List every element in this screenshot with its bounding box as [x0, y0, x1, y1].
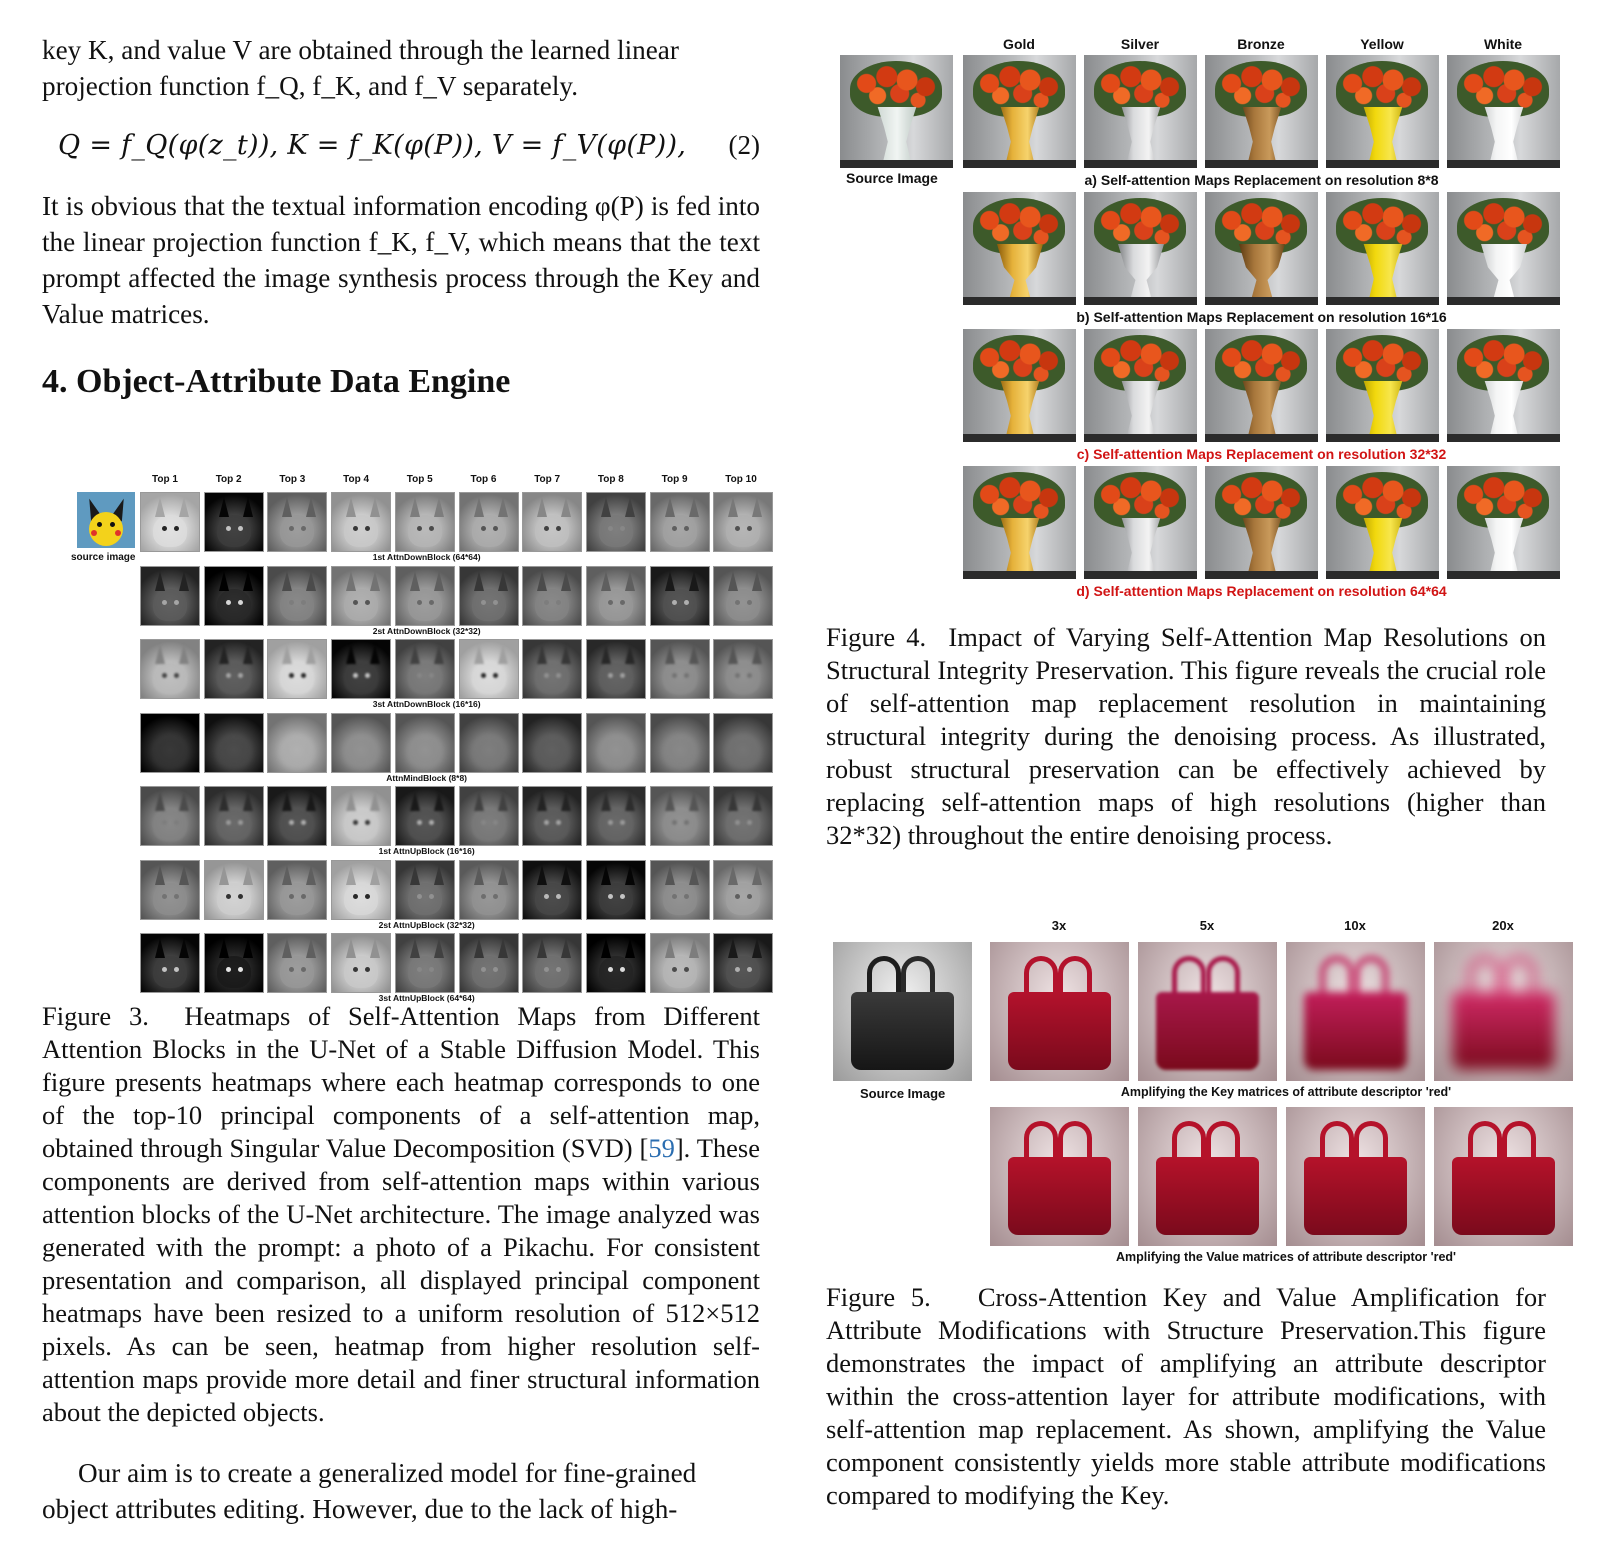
heatmap-tile	[459, 566, 519, 626]
column-header: White	[1483, 36, 1523, 52]
paragraph-aim	[42, 1455, 760, 1527]
bag-image	[1138, 942, 1277, 1081]
column-header: Top 5	[406, 474, 433, 485]
vase-image	[1326, 55, 1439, 168]
row-label: 3st AttnDownBlock (16*16)	[372, 699, 481, 709]
heatmap-tile	[267, 566, 327, 626]
text-line: key K, and value V are obtained through the learned linear	[42, 35, 679, 65]
column-header: Silver	[1120, 36, 1160, 52]
heatmap-tile	[586, 492, 646, 552]
heatmap-tile	[140, 786, 200, 846]
vase-image	[1084, 55, 1197, 168]
heatmap-tile	[650, 566, 710, 626]
heatmap-tile	[331, 566, 391, 626]
column-header: Bronze	[1237, 36, 1285, 52]
heatmap-tile	[395, 933, 455, 993]
caption-prefix: Figure 5.	[826, 1282, 931, 1312]
row-label: 2st AttnDownBlock (32*32)	[372, 625, 481, 636]
heatmap-tile	[331, 639, 391, 699]
column-header: Top 4	[343, 474, 370, 485]
source-image-label: Source Image	[860, 1086, 946, 1101]
heatmap-tile	[140, 639, 200, 699]
heatmap-tile	[395, 860, 455, 920]
figure-3-caption	[42, 1000, 760, 1429]
vase-image	[1205, 55, 1318, 168]
column-header: Top 3	[279, 474, 306, 485]
heatmap-tile	[459, 860, 519, 920]
pikachu-source-image	[77, 492, 135, 548]
vase-image	[963, 55, 1076, 168]
heatmap-tile	[713, 933, 773, 993]
vase-image	[1084, 329, 1197, 442]
heatmap-tile	[522, 860, 582, 920]
heatmap-tile	[331, 933, 391, 993]
heatmap-tile	[267, 713, 327, 773]
bag-source-image	[833, 942, 972, 1081]
equation-number: (2)	[728, 130, 760, 160]
heatmap-tile	[713, 786, 773, 846]
caption-text-continued: ]. These components are derived from self-attention maps within various attention blocks of the U-Net architecture. The image analyzed was generated with the prompt: a photo of a Pikachu. For consistent presentation and comparison, all displayed principal component heatmaps have been resized to a uniform resolution of 512×512 pixels. As can be seen, heatmap from higher resolution self-attention maps provide more detail and finer structural information about the depicted objects.	[42, 1133, 760, 1427]
figure-4-vase-grid	[826, 32, 1546, 604]
row-label: 2st AttnUpBlock (32*32)	[378, 919, 475, 930]
heatmap-tile	[204, 860, 264, 920]
heatmap-tile	[650, 933, 710, 993]
heatmap-tile	[140, 713, 200, 773]
caption-prefix: Figure 3.	[42, 1001, 149, 1031]
bag-image	[990, 1107, 1129, 1246]
vase-image	[1447, 329, 1560, 442]
heatmap-tile	[331, 713, 391, 773]
heatmap-tile	[650, 639, 710, 699]
text-line: projection function f_Q, f_K, and f_V separately.	[42, 71, 579, 101]
column-header: Top 1	[152, 474, 178, 485]
heatmap-tile	[395, 566, 455, 626]
heatmap-tile	[204, 713, 264, 773]
source-image-label: source image	[71, 552, 136, 563]
heatmap-tile	[522, 933, 582, 993]
vase-image	[1447, 466, 1560, 579]
row-label: d) Self-attention Maps Replacement on resolution 64*64	[1076, 583, 1447, 599]
vase-image	[1326, 466, 1439, 579]
caption-text: Heatmaps of Self-Attention Maps from Different Attention Blocks in the U-Net of a Stable Diffusion Model. This figure presents heatmaps where each heatmap corresponds to one of the top-10 principal components of a self-attention map, obtained through Singular Value Decomposition (SVD) [	[42, 1001, 760, 1163]
vase-source-image	[840, 55, 953, 168]
bag-image	[1286, 1107, 1425, 1246]
heatmap-tile	[395, 786, 455, 846]
heatmap-tile	[204, 492, 264, 552]
vase-image	[1205, 329, 1318, 442]
figure-3-heatmaps	[70, 470, 760, 1003]
heatmap-tile	[459, 933, 519, 993]
heatmap-tile	[522, 639, 582, 699]
heatmap-tile	[204, 566, 264, 626]
column-header: 5x	[1199, 918, 1215, 933]
vase-image	[1084, 192, 1197, 305]
bag-image	[1138, 1107, 1277, 1246]
heatmap-tile	[586, 639, 646, 699]
heatmap-tile	[650, 860, 710, 920]
heatmap-tile	[140, 933, 200, 993]
vase-image	[1447, 55, 1560, 168]
caption-text: Cross-Attention Key and Value Amplification for Attribute Modifications with Structure Preservation.This figure demonstrates the impact of amplifying an attribute descriptor within the cross-attention layer for attribute modifications, with self-attention map replacement. As shown, amplifying the Value component consistently yields more stable attribute modifications compared to modifying the Key.	[826, 1282, 1547, 1510]
column-header: 20x	[1492, 918, 1514, 933]
row-label: AttnMindBlock (8*8)	[386, 772, 468, 783]
heatmap-tile	[267, 786, 327, 846]
figure-5-caption	[826, 1281, 1546, 1512]
column-header: Top 6	[470, 474, 497, 485]
bag-image	[1434, 1107, 1573, 1246]
heatmap-tile	[459, 492, 519, 552]
row-label: 1st AttnUpBlock (16*16)	[378, 846, 475, 856]
column-header: Top 8	[597, 474, 624, 485]
vase-image	[1326, 192, 1439, 305]
column-header: Top 7	[534, 474, 561, 485]
vase-image	[1205, 192, 1318, 305]
heatmap-tile	[395, 713, 455, 773]
paragraph-key-value: It is obvious that the textual information encoding φ(P) is fed into the linear projection function f_K, f_V, which means that the text prompt affected the image synthesis process through the Key and Value matrices.	[42, 191, 760, 329]
heatmap-tile	[586, 713, 646, 773]
heatmap-tile	[713, 566, 773, 626]
heatmap-tile	[713, 639, 773, 699]
source-image-label: Source Image	[846, 170, 938, 186]
vase-image	[963, 329, 1076, 442]
heatmap-tile	[586, 860, 646, 920]
heatmap-tile	[331, 492, 391, 552]
heatmap-tile	[204, 786, 264, 846]
heatmap-tile	[650, 492, 710, 552]
vase-image	[963, 192, 1076, 305]
heatmap-tile	[331, 786, 391, 846]
equation-2	[58, 130, 760, 170]
heatmap-tile	[586, 566, 646, 626]
heatmap-tile	[395, 639, 455, 699]
text-line: Our aim is to create a generalized model for fine-grained	[78, 1458, 697, 1488]
column-header: 3x	[1051, 918, 1067, 933]
row-label: 1st AttnDownBlock (64*64)	[372, 552, 481, 562]
column-header: Top 9	[661, 474, 688, 485]
section-heading: 4. Object-Attribute Data Engine	[42, 363, 511, 400]
heatmap-tile	[204, 639, 264, 699]
heatmap-tile	[459, 713, 519, 773]
column-header: Top 10	[725, 474, 757, 485]
heatmap-tile	[267, 933, 327, 993]
heatmap-tile	[586, 933, 646, 993]
text-line: object attributes editing. However, due to the lack of high-	[42, 1494, 678, 1524]
figure-4-caption	[826, 621, 1546, 852]
row-label: c) Self-attention Maps Replacement on resolution 32*32	[1076, 446, 1447, 462]
heatmap-tile	[140, 492, 200, 552]
vase-image	[1326, 329, 1439, 442]
heatmap-tile	[522, 713, 582, 773]
caption-prefix: Figure 4.	[826, 622, 927, 652]
column-header: Top 2	[215, 474, 242, 485]
heatmap-tile	[522, 566, 582, 626]
equation-expression: Q = f_Q(φ(z_t)), K = f_K(φ(P)), V = f_V(φ(P)),	[58, 130, 687, 161]
vase-image	[1447, 192, 1560, 305]
row-label: b) Self-attention Maps Replacement on resolution 16*16	[1076, 309, 1447, 325]
column-header: 10x	[1344, 918, 1366, 933]
heatmap-tile	[713, 713, 773, 773]
heatmap-tile	[267, 860, 327, 920]
row-label: 3st AttnUpBlock (64*64)	[378, 993, 475, 1003]
heatmap-tile	[140, 566, 200, 626]
caption-text: Impact of Varying Self-Attention Map Resolutions on Structural Integrity Preservation. This figure reveals the crucial role of self-attention map replacement resolution in maintaining structural integrity during the denoising process. As illustrated, robust structural preservation can be effectively achieved by replacing self-attention maps of high resolutions (higher than 32*32) throughout the entire denoising process.	[826, 622, 1547, 850]
heatmap-tile	[522, 492, 582, 552]
citation-link[interactable]: 59	[648, 1133, 675, 1163]
row-label: Amplifying the Key matrices of attribute descriptor 'red'	[1120, 1085, 1452, 1099]
heatmap-tile	[650, 713, 710, 773]
column-header: Gold	[1003, 36, 1035, 52]
vase-image	[963, 466, 1076, 579]
heatmap-tile	[522, 786, 582, 846]
bag-image	[1434, 942, 1573, 1081]
vase-image	[1205, 466, 1318, 579]
heatmap-tile	[331, 860, 391, 920]
figure-5-bag-grid	[826, 912, 1546, 1262]
heatmap-tile	[586, 786, 646, 846]
heatmap-tile	[713, 492, 773, 552]
heatmap-tile	[140, 860, 200, 920]
paragraph-equation-intro	[42, 32, 760, 104]
heatmap-tile	[204, 933, 264, 993]
heatmap-tile	[713, 860, 773, 920]
heatmap-tile	[459, 639, 519, 699]
heatmap-tile	[395, 492, 455, 552]
row-label: Amplifying the Value matrices of attribute descriptor 'red'	[1115, 1250, 1457, 1264]
row-label: a) Self-attention Maps Replacement on resolution 8*8	[1084, 172, 1439, 188]
column-header: Yellow	[1360, 36, 1404, 52]
heatmap-tile	[459, 786, 519, 846]
vase-image	[1084, 466, 1197, 579]
bag-image	[1286, 942, 1425, 1081]
heatmap-tile	[650, 786, 710, 846]
heatmap-tile	[267, 639, 327, 699]
heatmap-tile	[267, 492, 327, 552]
bag-image	[990, 942, 1129, 1081]
